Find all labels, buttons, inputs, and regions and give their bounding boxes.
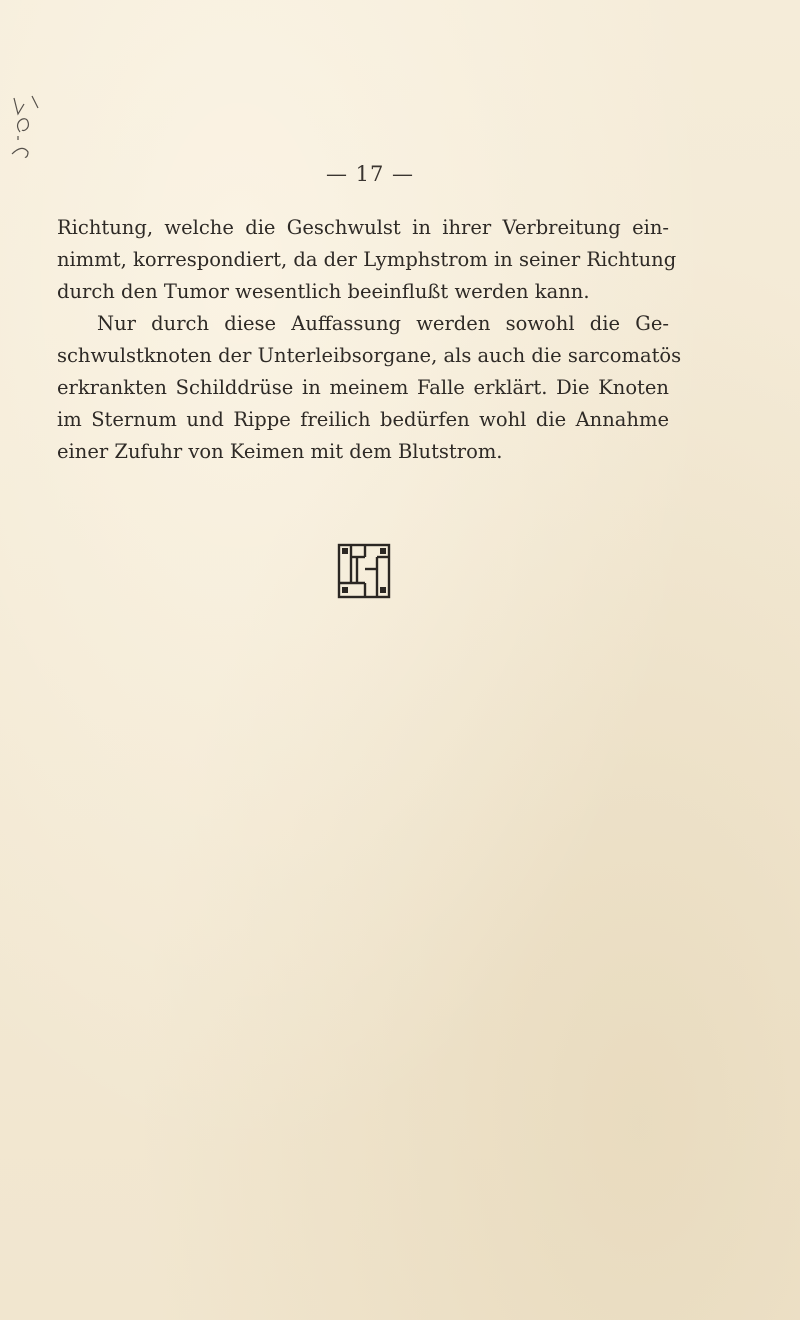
pencil-margin-mark-icon: [8, 92, 48, 162]
paragraph-2: [57, 308, 682, 468]
page-number: — 17 —: [325, 162, 415, 186]
text-line: Richtung, welche die Geschwulst in ihrer Verbreitung ein-: [57, 216, 669, 239]
text-line: erkrankten Schilddrüse in meinem Falle erklärt. Die Knoten: [57, 376, 669, 399]
paragraph-1: [57, 212, 677, 308]
text-line: im Sternum und Rippe freilich bedürfen wohl die Annahme: [57, 408, 669, 431]
text-line: durch den Tumor wesentlich beeinflußt werden kann.: [57, 280, 590, 303]
text-line: Nur durch diese Auffassung werden sowohl die Ge-: [97, 312, 669, 335]
printer-ornament-icon: [337, 543, 391, 599]
text-line: einer Zufuhr von Keimen mit dem Blutstrom.: [57, 440, 503, 463]
body-text: [57, 212, 682, 468]
text-line: schwulstknoten der Unterleibsorgane, als auch die sarcomatös: [57, 344, 682, 367]
text-line: nimmt, korrespondiert, da der Lymphstrom in seiner Richtung: [57, 248, 677, 271]
